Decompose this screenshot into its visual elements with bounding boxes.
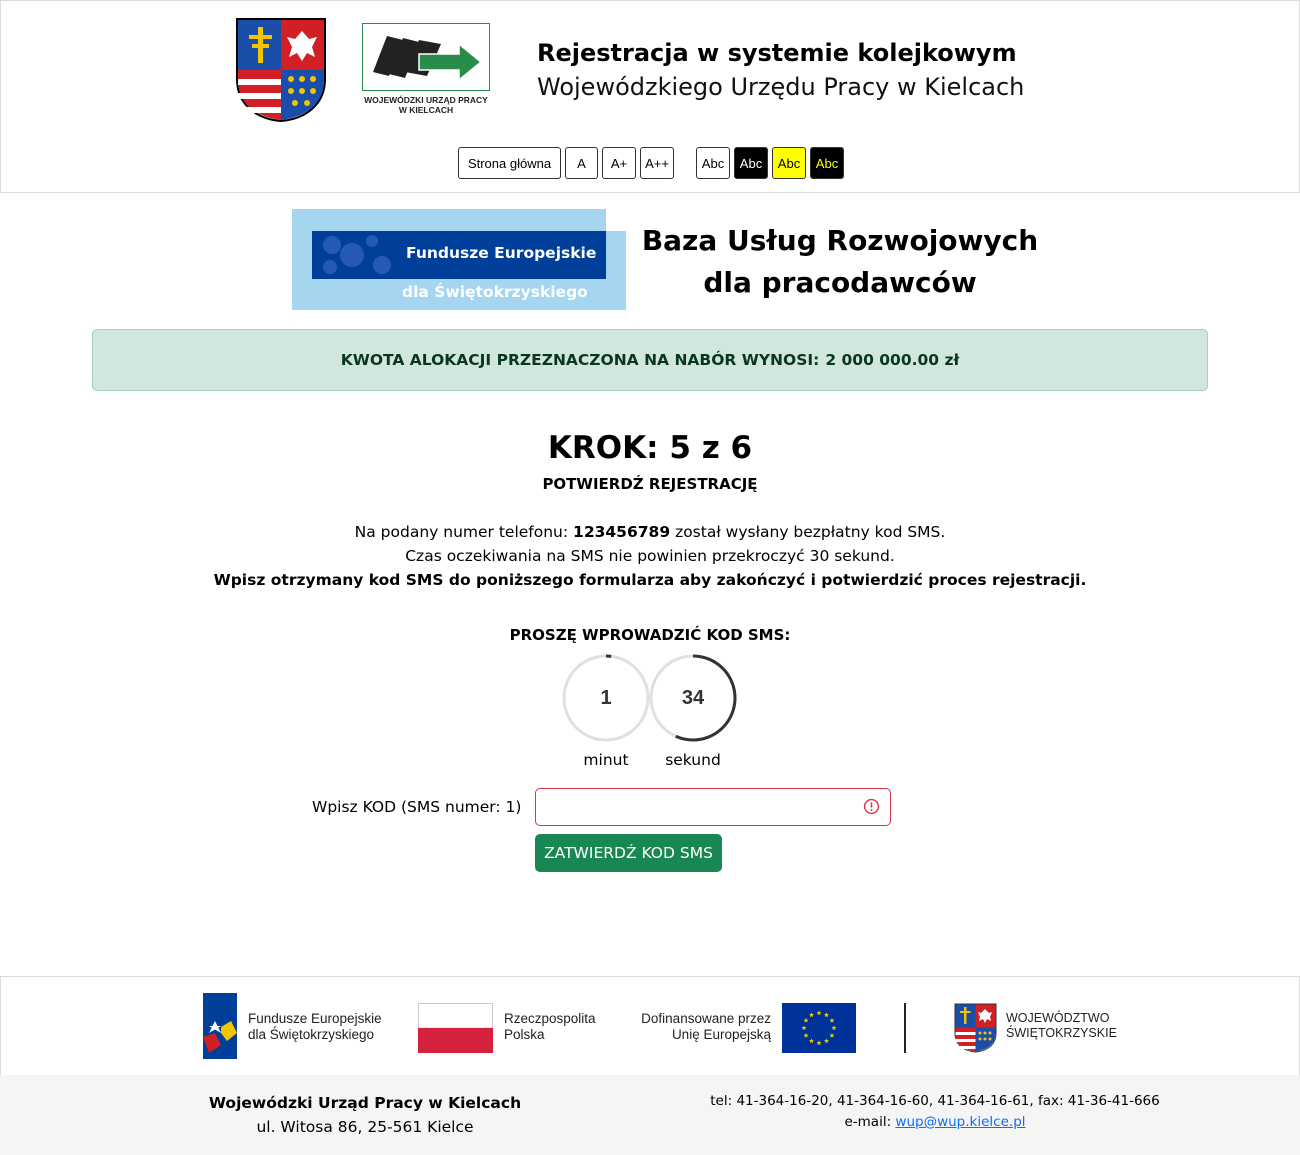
fe-logo-line1: Fundusze Europejskie [406, 244, 597, 262]
seconds-value: 34 [681, 686, 705, 709]
minutes-label: minut [583, 751, 629, 769]
sms-info-line2: Czas oczekiwania na SMS nie powinien przekroczyć 30 sekund. [405, 547, 895, 565]
footer-woj-text [1006, 1011, 1117, 1041]
step-subtitle: POTWIERDŹ REJESTRACJĘ [542, 475, 758, 493]
header-title [537, 37, 1057, 105]
footer-address [165, 1091, 565, 1139]
header-title-line2: Wojewódzkiego Urzędu Pracy w Kielcach [537, 73, 1025, 101]
minutes-timer [562, 654, 650, 742]
footer-email-line [685, 1112, 1185, 1133]
fe-logo-line2: dla Świętokrzyskiego [402, 283, 588, 301]
footer-fe-text [248, 1011, 382, 1043]
footer-rp-line1: Rzeczpospolita [504, 1011, 596, 1026]
footer-email-label: e-mail: [844, 1114, 892, 1130]
sms-info-line1-post: został wysłany bezpłatny kod SMS. [675, 523, 946, 541]
accessibility-toolbar [458, 147, 848, 179]
footer-rp-line2: Polska [504, 1027, 545, 1042]
font-size-normal-button[interactable]: A [565, 147, 598, 179]
footer-fe-line1: Fundusze Europejskie [248, 1011, 382, 1026]
sms-code-input[interactable] [535, 788, 891, 826]
contrast-black-yellow-button[interactable]: Abc [810, 147, 844, 179]
minutes-value: 1 [600, 686, 612, 709]
header-title-line1: Rejestracja w systemie kolejkowym [537, 39, 1017, 67]
footer-contact [685, 1091, 1185, 1133]
sms-info-line1 [0, 520, 1300, 544]
wup-logo-caption [362, 95, 490, 115]
allocation-alert [92, 329, 1208, 391]
wup-logo [362, 23, 490, 119]
home-button[interactable]: Strona główna [458, 147, 561, 179]
submit-sms-code-button[interactable]: ZATWIERDŹ KOD SMS [535, 834, 722, 872]
footer-divider [904, 1003, 906, 1053]
footer-logos-bar [0, 976, 1300, 1075]
allocation-alert-text: KWOTA ALOKACJI PRZEZNACZONA NA NABÓR WYNOSI: [340, 351, 820, 369]
sms-info [0, 520, 1300, 592]
footer-woj-line1: WOJEWÓDZTWO [1006, 1011, 1110, 1025]
sms-code-prompt: PROSZĘ WPROWADZIĆ KOD SMS: [509, 626, 791, 644]
bur-title-line2: dla pracodawców [703, 266, 977, 299]
eu-flag-icon [782, 1003, 856, 1053]
sms-info-line3: Wpisz otrzymany kod SMS do poniższego formularza aby zakończyć i potwierdzić proces rejestracji. [213, 571, 1087, 589]
footer-fe-line2: dla Świętokrzyskiego [248, 1027, 375, 1042]
footer-eu-line1: Dofinansowane przez [641, 1011, 771, 1026]
invalid-warning-icon [863, 798, 880, 815]
footer-org-name: Wojewódzki Urząd Pracy w Kielcach [208, 1094, 522, 1112]
font-size-xlarge-button[interactable]: A++ [640, 147, 674, 179]
footer-email-link[interactable]: wup@wup.kielce.pl [895, 1114, 1026, 1130]
site-header [0, 0, 1300, 193]
footer-phones: tel: 41-364-16-20, 41-364-16-60, 41-364-16-61, fax: 41-36-41-666 [710, 1093, 1160, 1109]
contrast-yellow-black-button[interactable]: Abc [772, 147, 806, 179]
site-footer [0, 1075, 1300, 1155]
wup-logo-caption-line1: WOJEWÓDZKI URZĄD PRACY [364, 95, 488, 105]
coat-of-arms-icon [235, 17, 327, 123]
fe-star-logo-icon [201, 993, 239, 1059]
contrast-black-white-button[interactable]: Abc [734, 147, 768, 179]
polish-flag-icon [418, 1003, 493, 1053]
footer-woj-line2: ŚWIĘTOKRZYSKIE [1006, 1026, 1117, 1040]
seconds-timer [649, 654, 737, 742]
footer-street-address: ul. Witosa 86, 25-561 Kielce [256, 1118, 474, 1136]
bur-title-line1: Baza Usług Rozwojowych [641, 224, 1039, 257]
bur-title [640, 220, 1040, 304]
allocation-amount: 2 000 000.00 zł [825, 351, 960, 369]
sms-code-label: Wpisz KOD (SMS numer: 1) [312, 798, 522, 816]
font-size-large-button[interactable]: A+ [602, 147, 636, 179]
fundusze-europejskie-logo [292, 209, 626, 310]
seconds-label: sekund [665, 751, 721, 769]
voivodeship-coat-icon [954, 1003, 997, 1053]
sms-info-line1-pre: Na podany numer telefonu: [354, 523, 569, 541]
footer-eu-text [621, 1011, 771, 1043]
contrast-default-button[interactable]: Abc [696, 147, 730, 179]
footer-rp-text [504, 1011, 596, 1043]
footer-eu-line2: Unię Europejską [671, 1027, 771, 1042]
step-title: KROK: 5 z 6 [547, 430, 753, 466]
wup-logo-caption-line2: W KIELCACH [398, 105, 454, 115]
wup-cards-arrow-icon [363, 24, 489, 90]
phone-number: 123456789 [573, 523, 671, 541]
